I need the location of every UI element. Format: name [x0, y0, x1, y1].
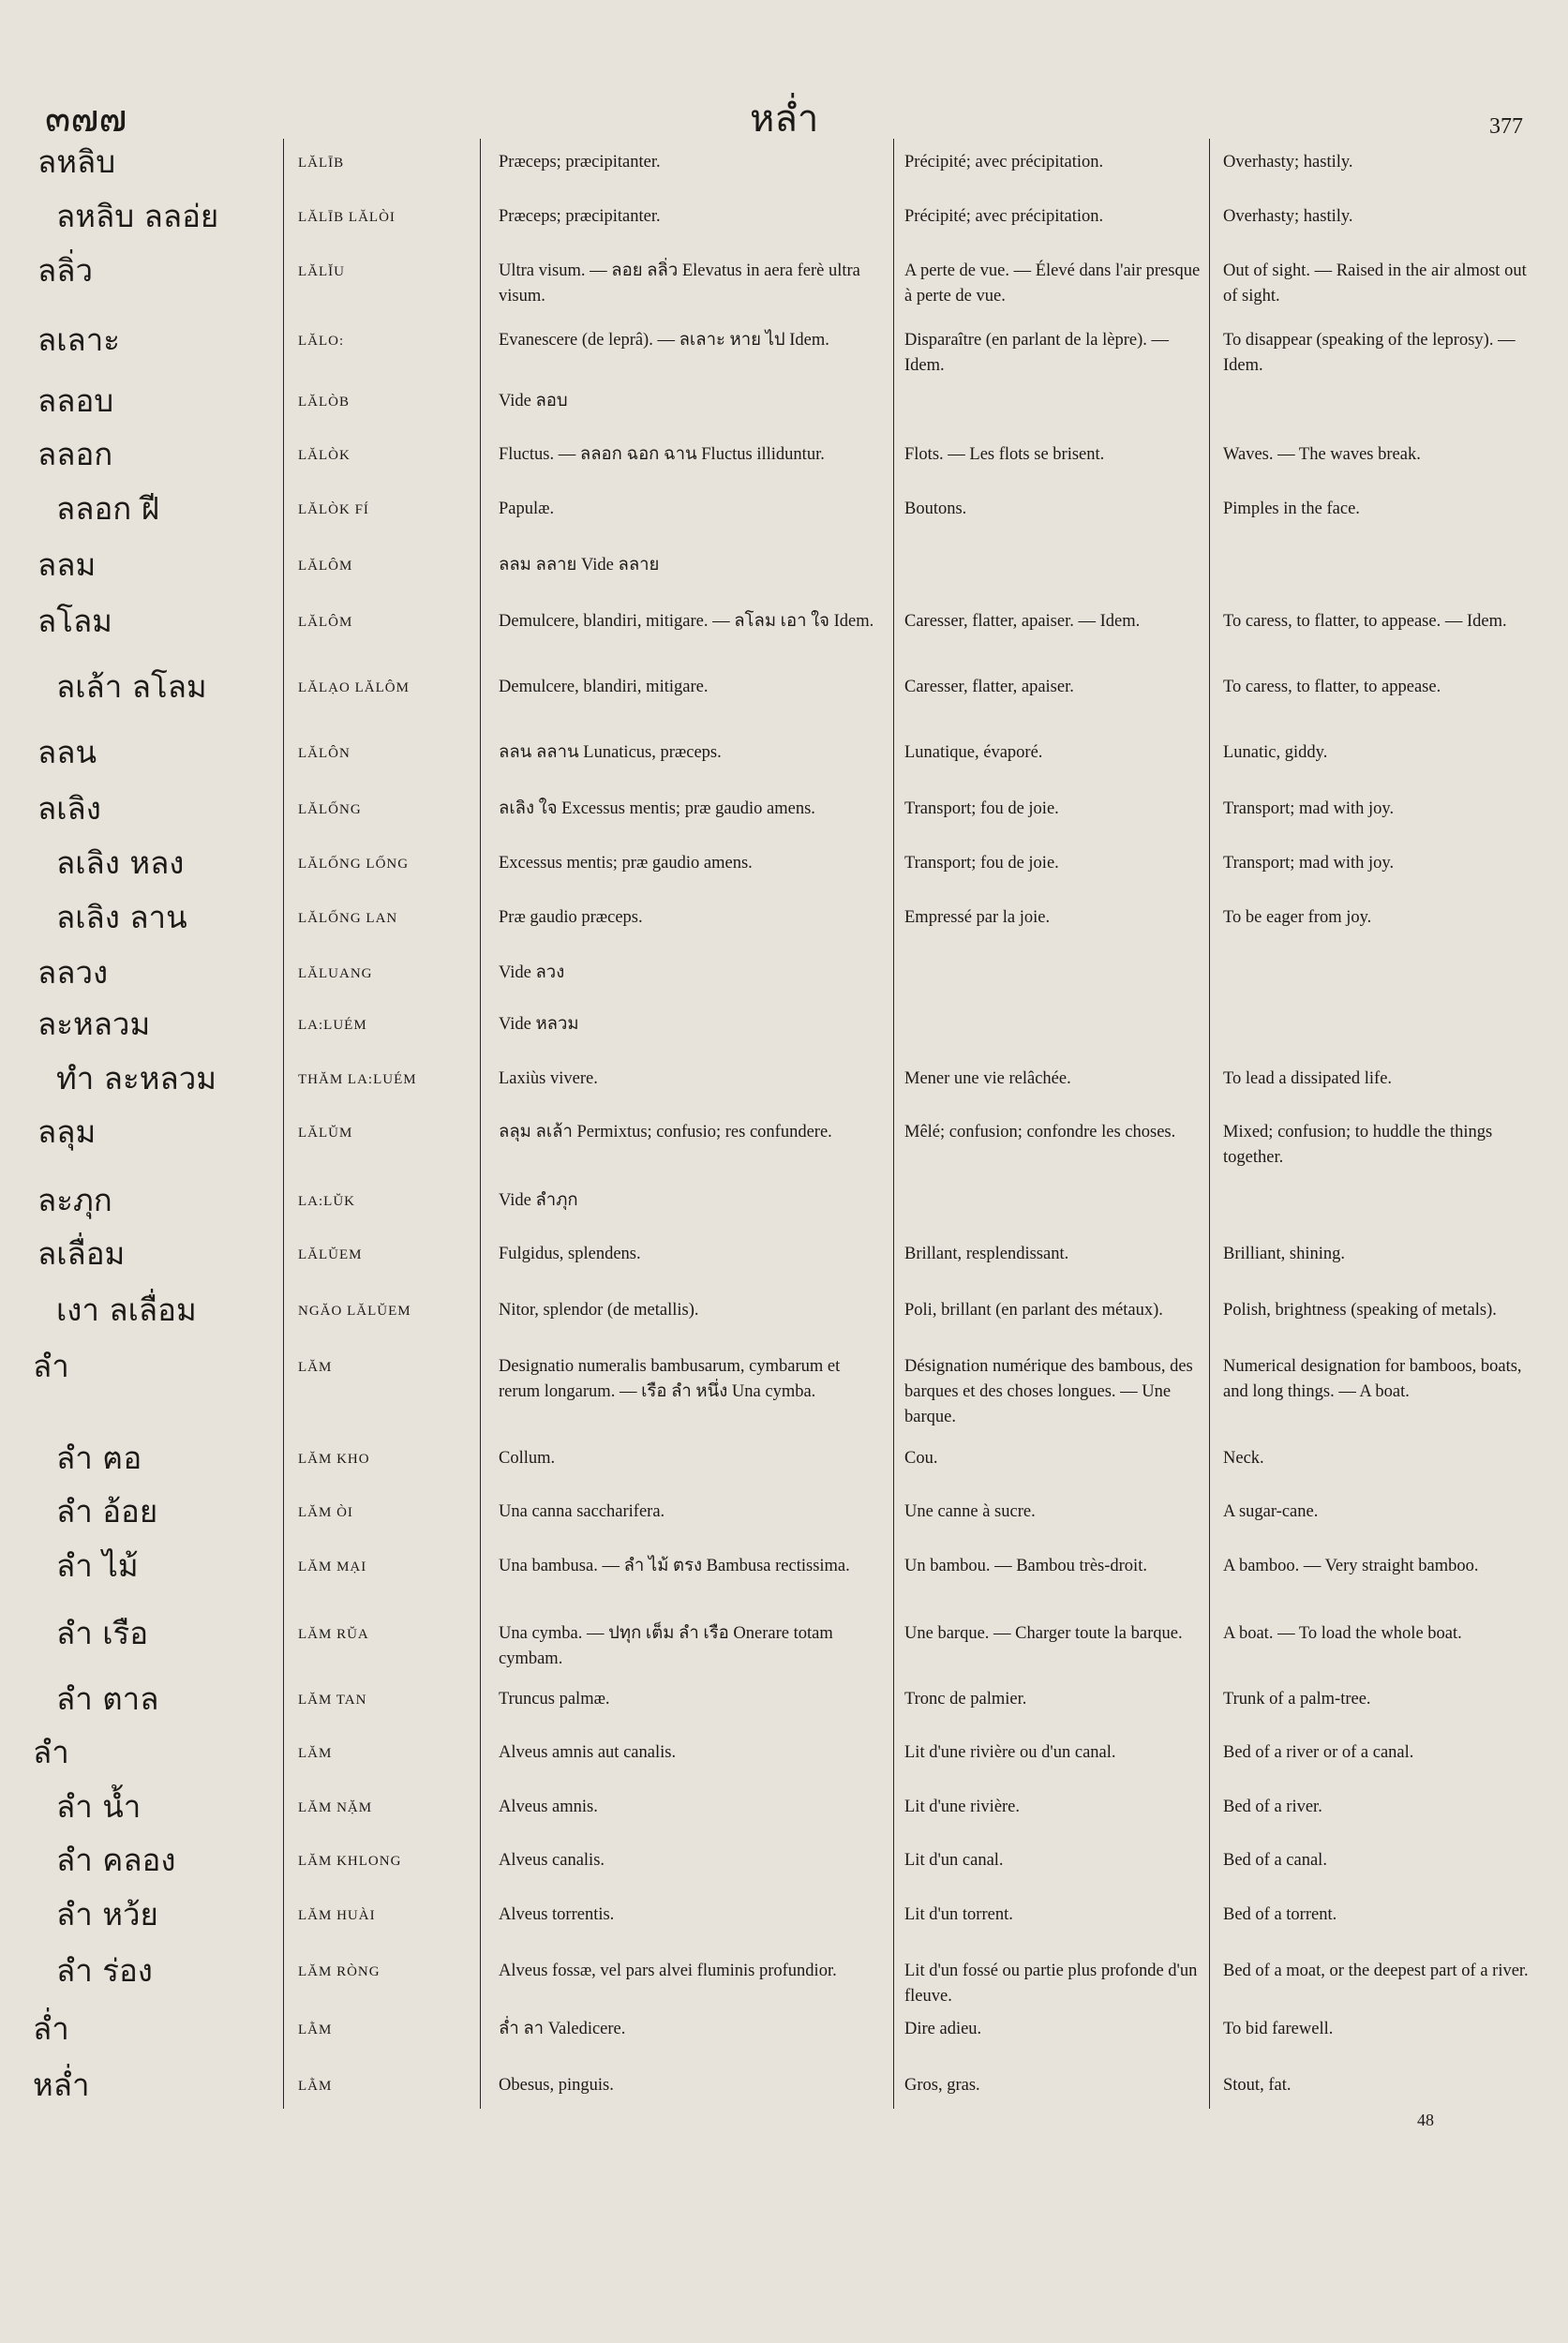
entry-thai-headword: ล่ำ: [33, 2010, 69, 2047]
entry-french-definition: Désignation numérique des bambous, des barques et des choses longues. — Une barque.: [904, 1357, 1193, 1426]
entry-transliteration: LĂLỐNG LAN: [298, 911, 398, 926]
entry-latin-definition: Fulgidus, splendens.: [499, 1245, 641, 1263]
entry-english-definition: Pimples in the face.: [1223, 500, 1360, 518]
entry-transliteration: LĂLĪB: [298, 156, 345, 171]
entry-transliteration: LĂLÒK: [298, 448, 351, 463]
entry-french-definition: Une canne à sucre.: [904, 1502, 1036, 1521]
entry-english-definition: To caress, to flatter, to appease.: [1223, 678, 1441, 696]
entry-transliteration: LĂLẠO LĂLÔM: [298, 680, 410, 695]
entry-thai-headword: ลำ: [33, 1734, 69, 1770]
entry-latin-definition: Truncus palmæ.: [499, 1690, 610, 1709]
entry-thai-headword: ลลน: [37, 734, 97, 770]
entry-french-definition: Un bambou. — Bambou très-droit.: [904, 1557, 1147, 1575]
entry-english-definition: Trunk of a palm-tree.: [1223, 1690, 1371, 1709]
entry-french-definition: Lit d'un canal.: [904, 1851, 1004, 1870]
entry-thai-headword: ลลิ่ว: [37, 252, 93, 289]
entry-transliteration: LẰM: [298, 2079, 333, 2094]
entry-latin-definition: Præceps; præcipitanter.: [499, 207, 661, 226]
entry-french-definition: Disparaître (en parlant de la lèpre). — Idem.: [904, 331, 1169, 375]
entry-latin-definition: Alveus torrentis.: [499, 1905, 615, 1924]
entry-thai-headword: ลำ หว้ย: [56, 1896, 158, 1933]
entry-thai-headword: ลลอก: [37, 436, 113, 472]
entry-english-definition: Mixed; confusion; to huddle the things together.: [1223, 1123, 1493, 1167]
entry-english-definition: Waves. — The waves break.: [1223, 445, 1421, 464]
entry-thai-headword: ลลม: [37, 546, 97, 583]
entry-english-definition: Transport; mad with joy.: [1223, 854, 1395, 873]
entry-transliteration: LĂM: [298, 1360, 333, 1375]
entry-latin-definition: ลลน ลลาน Lunaticus, præceps.: [499, 743, 722, 762]
entry-latin-definition: ลเลิง ใจ Excessus mentis; præ gaudio amens.: [499, 799, 815, 818]
entry-thai-headword: ละภุก: [37, 1182, 112, 1218]
entry-thai-headword: หล่ำ: [33, 2067, 90, 2103]
entry-thai-headword: ลเลิง หลง: [56, 844, 185, 881]
entry-english-definition: Out of sight. — Raised in the air almost out of sight.: [1223, 261, 1527, 306]
entry-thai-headword: ลำ น้ำ: [56, 1788, 142, 1825]
entry-latin-definition: Alveus canalis.: [499, 1851, 605, 1870]
entry-thai-headword: ลเลื่อม: [37, 1235, 126, 1272]
entry-thai-headword: ลลวง: [37, 954, 109, 991]
entry-transliteration: LĂLÔM: [298, 559, 353, 574]
entry-english-definition: A bamboo. — Very straight bamboo.: [1223, 1557, 1479, 1575]
entry-transliteration: LĂLO:: [298, 334, 345, 349]
column-divider: [1209, 139, 1210, 2109]
entry-english-definition: Numerical designation for bamboos, boats, and long things. — A boat.: [1223, 1357, 1522, 1401]
entry-french-definition: Cou.: [904, 1449, 938, 1468]
entry-transliteration: LĂLÔN: [298, 746, 351, 761]
entry-french-definition: Lit d'un fossé ou partie plus profonde d'un fleuve.: [904, 1962, 1198, 2006]
entry-latin-definition: Demulcere, blandiri, mitigare. — ลโลม เอา ใจ Idem.: [499, 612, 874, 631]
entry-english-definition: Transport; mad with joy.: [1223, 799, 1395, 818]
entry-latin-definition: Vide หลวม: [499, 1015, 579, 1034]
entry-transliteration: THĂM LA:LUÉM: [298, 1072, 417, 1087]
entry-french-definition: Lunatique, évaporé.: [904, 743, 1043, 762]
entry-latin-definition: ลลุม ลเล้า Permixtus; confusio; res confundere.: [499, 1123, 832, 1142]
entry-english-definition: A sugar-cane.: [1223, 1502, 1319, 1521]
entry-transliteration: LĂM TAN: [298, 1693, 367, 1708]
entry-thai-headword: ลำ คลอง: [56, 1842, 176, 1878]
column-divider: [283, 139, 284, 2109]
entry-transliteration: LĂLỐNG LỐNG: [298, 857, 410, 872]
entry-transliteration: LĂLỐNG: [298, 802, 362, 817]
entry-english-definition: Brilliant, shining.: [1223, 1245, 1346, 1263]
entry-french-definition: Précipité; avec précipitation.: [904, 207, 1104, 226]
entry-latin-definition: Designatio numeralis bambusarum, cymbarum et rerum longarum. — เรือ ลำ หนึ่ง Una cymba.: [499, 1357, 841, 1401]
entry-english-definition: Bed of a river or of a canal.: [1223, 1743, 1414, 1762]
entry-english-definition: Bed of a river.: [1223, 1798, 1322, 1816]
entry-french-definition: Précipité; avec précipitation.: [904, 153, 1104, 172]
entry-thai-headword: ลำ เรือ: [56, 1615, 149, 1651]
entry-thai-headword: ลำ: [33, 1348, 69, 1384]
entry-transliteration: LA:LŬK: [298, 1194, 355, 1209]
entry-thai-headword: ทำ ละหลวม: [56, 1060, 217, 1097]
entry-english-definition: To lead a dissipated life.: [1223, 1069, 1393, 1088]
entry-english-definition: Polish, brightness (speaking of metals).: [1223, 1301, 1497, 1320]
entry-french-definition: Tronc de palmier.: [904, 1690, 1027, 1709]
entry-transliteration: LĂM RÒNG: [298, 1964, 381, 1979]
entry-thai-headword: ละหลวม: [37, 1006, 151, 1042]
entry-french-definition: Mener une vie relâchée.: [904, 1069, 1071, 1088]
entry-thai-headword: ลเล้า ลโลม: [56, 668, 207, 705]
entry-english-definition: A boat. — To load the whole boat.: [1223, 1624, 1462, 1643]
entry-transliteration: LĂLÔM: [298, 615, 353, 630]
entry-latin-definition: Collum.: [499, 1449, 556, 1468]
entry-transliteration: NGĂO LĂLŬEM: [298, 1304, 411, 1319]
entry-latin-definition: Præceps; præcipitanter.: [499, 153, 661, 172]
entry-thai-headword: ลโลม: [37, 603, 112, 639]
entry-french-definition: Lit d'un torrent.: [904, 1905, 1013, 1924]
entry-latin-definition: Una bambusa. — ลำ ไม้ ตรง Bambusa rectissima.: [499, 1557, 850, 1575]
entry-thai-headword: ลเลาะ: [37, 321, 120, 358]
entry-thai-headword: ลหลิบ ลลอ่ย: [56, 198, 219, 234]
entry-latin-definition: Excessus mentis; præ gaudio amens.: [499, 854, 753, 873]
entry-french-definition: Caresser, flatter, apaiser. — Idem.: [904, 612, 1141, 631]
entry-thai-headword: ลำ ฅอ: [56, 1440, 142, 1476]
entry-latin-definition: Fluctus. — ลลอก ฉอก ฉาน Fluctus illiduntur.: [499, 445, 825, 464]
entry-english-definition: To bid farewell.: [1223, 2020, 1334, 2038]
entry-thai-headword: ลลอบ: [37, 382, 114, 419]
entry-thai-headword: ลำ ไม้: [56, 1547, 139, 1584]
entry-transliteration: LĂM KHO: [298, 1452, 370, 1467]
entry-transliteration: LĂM MẠI: [298, 1560, 367, 1574]
entry-transliteration: LĂM KHLONG: [298, 1854, 402, 1869]
entry-thai-headword: ลำ อ้อย: [56, 1493, 158, 1530]
entry-latin-definition: Vide ลอบ: [499, 392, 568, 410]
entry-latin-definition: Alveus fossæ, vel pars alvei fluminis profundior.: [499, 1962, 837, 1980]
entry-transliteration: LĂLŬM: [298, 1126, 353, 1141]
entry-latin-definition: Evanescere (de leprâ). — ลเลาะ หาย ไป Idem.: [499, 331, 829, 350]
entry-french-definition: Gros, gras.: [904, 2076, 980, 2095]
entry-french-definition: Lit d'une rivière.: [904, 1798, 1021, 1816]
entry-latin-definition: ล่ำ ลา Valedicere.: [499, 2020, 626, 2038]
entry-english-definition: Bed of a moat, or the deepest part of a river.: [1223, 1962, 1529, 1980]
entry-english-definition: Overhasty; hastily.: [1223, 153, 1353, 172]
entry-latin-definition: Obesus, pinguis.: [499, 2076, 614, 2095]
entry-french-definition: Transport; fou de joie.: [904, 799, 1059, 818]
entry-thai-headword: ลำ ร่อง: [56, 1952, 153, 1989]
entry-transliteration: LA:LUÉM: [298, 1018, 367, 1033]
page-number: 377: [1489, 114, 1523, 139]
entry-english-definition: Lunatic, giddy.: [1223, 743, 1328, 762]
entry-english-definition: Bed of a torrent.: [1223, 1905, 1337, 1924]
column-divider: [480, 139, 481, 2109]
entry-thai-headword: ลเลิง ลาน: [56, 899, 187, 935]
entry-thai-headword: ลลอก ฝี: [56, 490, 160, 527]
signature-mark: 48: [1417, 2111, 1434, 2129]
entry-english-definition: Stout, fat.: [1223, 2076, 1292, 2095]
column-divider: [893, 139, 894, 2109]
entry-latin-definition: Vide ลวง: [499, 963, 565, 982]
entry-french-definition: Poli, brillant (en parlant des métaux).: [904, 1301, 1163, 1320]
entry-latin-definition: Ultra visum. — ลอย ลลิ่ว Elevatus in aera ferè ultra visum.: [499, 261, 860, 306]
entry-latin-definition: Papulæ.: [499, 500, 555, 518]
entry-transliteration: LĂM: [298, 1746, 333, 1761]
entry-latin-definition: ลลม ลลาย Vide ลลาย: [499, 556, 660, 575]
entry-english-definition: To be eager from joy.: [1223, 908, 1372, 927]
entry-english-definition: To caress, to flatter, to appease. — Idem.: [1223, 612, 1507, 631]
entry-french-definition: Lit d'une rivière ou d'un canal.: [904, 1743, 1116, 1762]
entry-transliteration: LĂLĪB LĂLÒI: [298, 210, 396, 225]
entry-latin-definition: Una canna saccharifera.: [499, 1502, 665, 1521]
entry-transliteration: LĂM ÒI: [298, 1505, 353, 1520]
entry-transliteration: LĂLŬEM: [298, 1247, 363, 1262]
entry-french-definition: Boutons.: [904, 500, 967, 518]
entry-thai-headword: ลำ ตาล: [56, 1680, 159, 1717]
entry-latin-definition: Demulcere, blandiri, mitigare.: [499, 678, 709, 696]
entry-transliteration: LẰM: [298, 2022, 333, 2037]
entry-transliteration: LĂM RŬA: [298, 1627, 369, 1642]
entry-english-definition: Bed of a canal.: [1223, 1851, 1327, 1870]
entry-latin-definition: Alveus amnis aut canalis.: [499, 1743, 677, 1762]
header-headword: หล่ำ: [750, 97, 819, 141]
entry-thai-headword: ลหลิบ: [37, 143, 116, 180]
entry-latin-definition: Præ gaudio præceps.: [499, 908, 643, 927]
entry-french-definition: Dire adieu.: [904, 2020, 982, 2038]
entry-french-definition: Transport; fou de joie.: [904, 854, 1059, 873]
entry-french-definition: Empressé par la joie.: [904, 908, 1051, 927]
entry-english-definition: Neck.: [1223, 1449, 1264, 1468]
entry-latin-definition: Alveus amnis.: [499, 1798, 598, 1816]
entry-english-definition: Overhasty; hastily.: [1223, 207, 1353, 226]
entry-latin-definition: Vide ลำภุก: [499, 1191, 578, 1210]
entry-french-definition: Brillant, resplendissant.: [904, 1245, 1069, 1263]
entry-french-definition: Caresser, flatter, apaiser.: [904, 678, 1074, 696]
entry-english-definition: To disappear (speaking of the leprosy). — Idem.: [1223, 331, 1516, 375]
entry-french-definition: Flots. — Les flots se brisent.: [904, 445, 1105, 464]
entry-thai-headword: ลลุม: [37, 1113, 97, 1150]
entry-latin-definition: Laxiùs vivere.: [499, 1069, 598, 1088]
entry-transliteration: LĂLÒB: [298, 395, 350, 410]
entry-french-definition: Mêlé; confusion; confondre les choses.: [904, 1123, 1176, 1142]
entry-transliteration: LĂLĬU: [298, 264, 345, 279]
entry-french-definition: Une barque. — Charger toute la barque.: [904, 1624, 1183, 1643]
entry-thai-headword: เงา ลเลื่อม: [56, 1291, 197, 1328]
entry-latin-definition: Una cymba. — ปทุก เต็ม ลำ เรือ Onerare totam cymbam.: [499, 1624, 833, 1668]
entry-transliteration: LĂLUANG: [298, 966, 373, 981]
entry-french-definition: A perte de vue. — Élevé dans l'air presque à perte de vue.: [904, 261, 1201, 306]
entry-transliteration: LĂM NẶM: [298, 1800, 373, 1815]
entry-thai-headword: ลเลิง: [37, 790, 101, 827]
header-thai-numeral: ๓๗๗: [45, 97, 127, 141]
entry-transliteration: LĂM HUÀI: [298, 1908, 376, 1923]
entry-transliteration: LĂLÒK FÍ: [298, 502, 369, 517]
entry-latin-definition: Nitor, splendor (de metallis).: [499, 1301, 699, 1320]
